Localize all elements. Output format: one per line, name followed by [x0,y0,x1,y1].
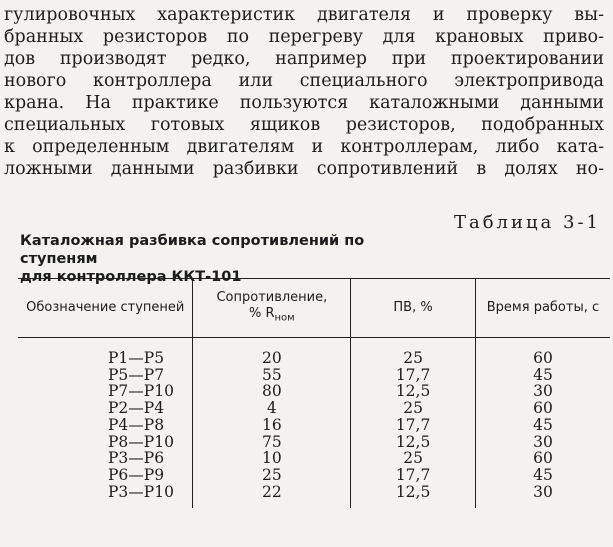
resistance-table [18,278,610,508]
header-resistance [193,279,351,338]
cell-pv: 12,5 [351,434,476,451]
cell-time: 60 [475,338,610,367]
cell-step: Р3—Р6 [108,449,165,468]
header-resistance-sub: ном [274,312,295,324]
cell-step: Р2—Р4 [108,399,165,418]
cell-pv: 17,7 [351,417,476,434]
cell-resistance: 25 [193,467,351,484]
cell-resistance: 75 [193,434,351,451]
body-paragraph [4,4,604,180]
table-row [18,467,610,484]
table-row [18,338,610,367]
table-row [18,450,610,467]
cell-time: 30 [475,434,610,451]
cell-resistance: 55 [193,367,351,384]
paragraph-line: дов производят редко, например при проектировании [4,49,604,69]
table-number-label: Таблица 3-1 [453,212,601,233]
cell-step: Р6—Р9 [108,465,165,484]
cell-resistance: 10 [193,450,351,467]
cell-time: 45 [475,367,610,384]
cell-step: Р3—Р10 [108,482,174,501]
cell-resistance: 80 [193,383,351,400]
header-step: Обозначение ступеней [18,279,193,338]
table-caption-line2: для контроллера ККТ-101 [20,269,242,285]
cell-step: Р7—Р10 [108,382,174,401]
cell-pv: 25 [351,338,476,367]
cell-time: 30 [475,484,610,501]
cell-time: 60 [475,450,610,467]
table-row [18,484,610,501]
cell-step: Р8—Р10 [108,432,174,451]
table-caption-line1: Каталожная разбивка сопротивлений по ступеням [20,233,365,267]
cell-pv: 17,7 [351,467,476,484]
cell-pv: 25 [351,450,476,467]
cell-step: Р4—Р8 [108,415,165,434]
paragraph-line: крана. На практике пользуются каталожными данными [4,93,604,113]
cell-pv: 12,5 [351,484,476,501]
paragraph-line: гулировочных характеристик двигателя и проверку вы- [4,5,604,25]
cell-resistance: 22 [193,484,351,501]
cell-resistance: 4 [193,400,351,417]
paragraph-line: к определенным двигателям и контроллерам, либо ката- [4,137,604,157]
cell-pv: 17,7 [351,367,476,384]
cell-time: 30 [475,383,610,400]
paragraph-line: ложными данными разбивки сопротивлений в долях но- [4,159,604,179]
cell-step: Р5—Р7 [108,365,165,384]
header-pv: ПВ, % [351,279,476,338]
table-filler-row [18,500,610,508]
table-row [18,383,610,400]
cell-resistance: 20 [193,338,351,367]
cell-pv: 12,5 [351,383,476,400]
table-row [18,434,610,451]
paragraph-line: бранных резисторов по перегреву для крановых приво- [4,27,604,47]
table-header-row [18,279,610,338]
table-row [18,400,610,417]
header-resistance-prefix: Сопротивление, [216,289,328,305]
cell-time: 45 [475,417,610,434]
cell-resistance: 16 [193,417,351,434]
cell-time: 45 [475,467,610,484]
header-resistance-unit: % R [248,305,275,321]
cell-pv: 25 [351,400,476,417]
paragraph-line: специальных готовых ящиков резисторов, подобранных [4,115,604,135]
cell-step: Р1—Р5 [108,349,165,367]
header-time: Время работы, с [475,279,610,338]
table-row [18,417,610,434]
cell-time: 60 [475,400,610,417]
table-row [18,367,610,384]
paragraph-line: нового контроллера или специального электропривода [4,71,604,91]
